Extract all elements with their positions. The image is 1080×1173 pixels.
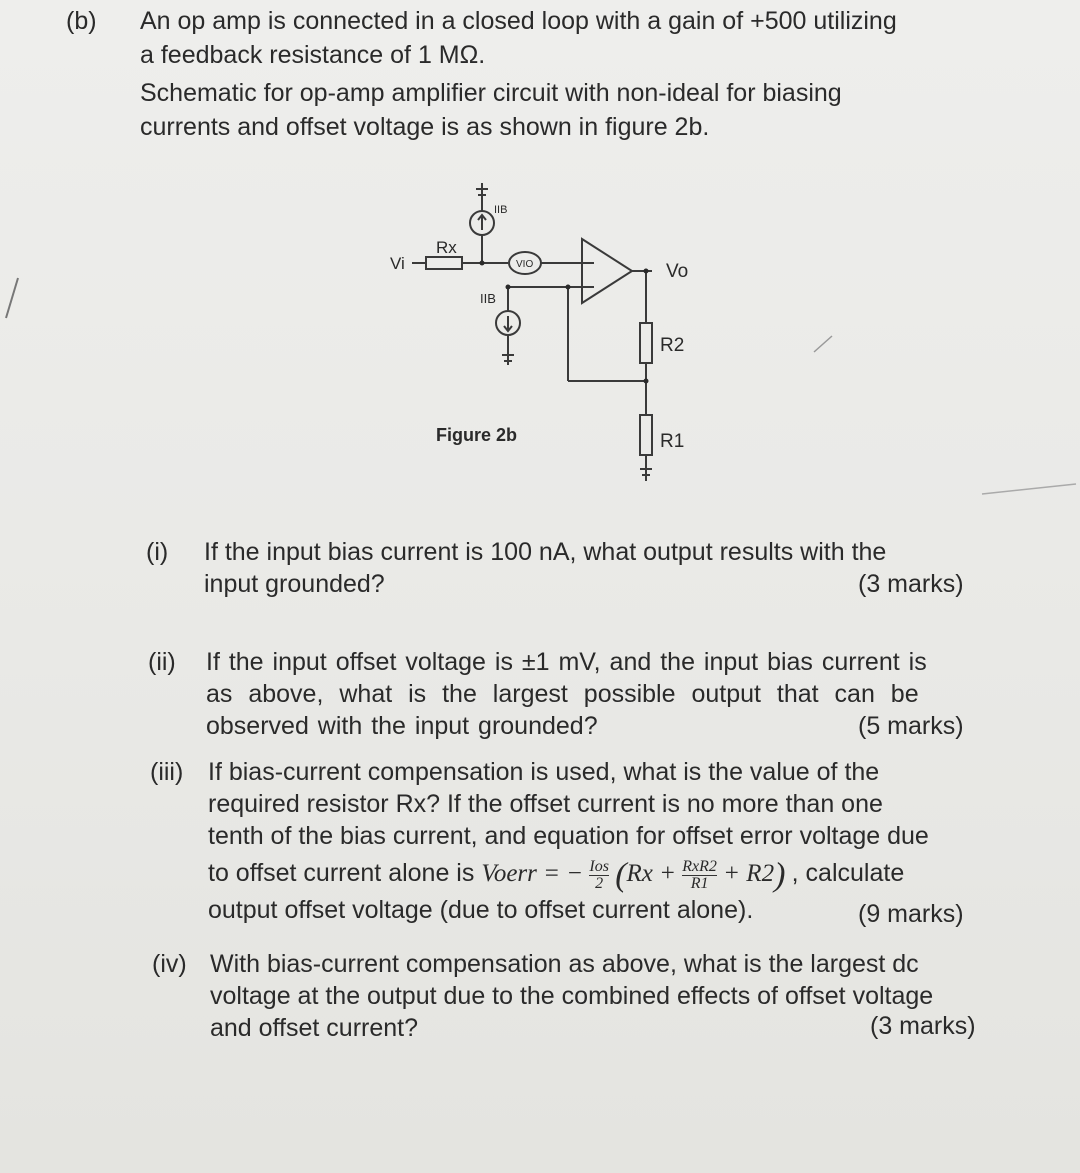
marks: (3 marks) [870, 1012, 976, 1040]
vo-label: Vo [666, 261, 689, 282]
iib-top-label: IIB [494, 204, 508, 216]
frac-num: Ios [589, 857, 609, 875]
eq-r2: + R2 [723, 860, 775, 887]
marks: (3 marks) [858, 570, 964, 598]
line: observed with the input grounded? [206, 712, 598, 740]
eq-rx: Rx [626, 860, 653, 887]
eq-fraction-ios [589, 859, 609, 892]
op-amp [582, 239, 632, 303]
iib-bottom-label: IIB [480, 291, 496, 306]
question-number: (iv) [152, 950, 187, 978]
line: If bias-current compensation is used, what is the value of the [208, 758, 880, 786]
line: voltage at the output due to the combined effects of offset voltage [210, 982, 934, 1010]
question-number: (iii) [150, 758, 184, 786]
line: With bias-current compensation as above, what is the largest dc [210, 950, 919, 978]
circuit-figure [380, 175, 710, 505]
r2-resistor [640, 323, 652, 363]
question-ii [148, 646, 988, 746]
vio-label: VIO [516, 259, 534, 270]
close-paren: ) [774, 856, 786, 894]
frac-den: 2 [589, 875, 609, 892]
pen-mark [810, 330, 840, 360]
pen-mark [0, 270, 30, 330]
intro-line-1: An op amp is connected in a closed loop with a gain of +500 utilizing [140, 7, 897, 35]
part-label: (b) [66, 7, 97, 35]
equation [481, 856, 791, 894]
line: If the input bias current is 100 nA, what output results with the [204, 538, 887, 566]
line: output offset voltage (due to offset current alone). [208, 896, 754, 924]
intro-line-4: currents and offset voltage is as shown in figure 2b. [140, 113, 710, 141]
eq-lhs: Voerr [481, 860, 537, 887]
eq-equals: = − [543, 860, 584, 887]
frac-num: RxR2 [682, 857, 717, 875]
question-text [208, 756, 929, 926]
question-iv [152, 948, 992, 1048]
rx-resistor [426, 257, 462, 269]
question-text [204, 536, 886, 600]
question-iii [150, 756, 990, 936]
eq-tail: , calculate [791, 859, 905, 887]
intro-line-3: Schematic for op-amp amplifier circuit with non-ideal for biasing [140, 79, 842, 107]
intro-line-2: a feedback resistance of 1 MΩ. [140, 41, 486, 69]
frac-den: R1 [682, 875, 717, 892]
line: input grounded? [204, 570, 385, 598]
marks: (9 marks) [858, 900, 964, 928]
question-intro [140, 4, 897, 72]
marks: (5 marks) [858, 712, 964, 740]
eq-fraction-rxr2 [682, 859, 717, 892]
rx-label: Rx [436, 238, 457, 257]
open-paren: ( [615, 856, 627, 894]
figure-caption: Figure 2b [436, 425, 518, 445]
eq-plus: + [659, 860, 677, 887]
question-i [146, 536, 986, 606]
line: required resistor Rx? If the offset current is no more than one [208, 790, 883, 818]
line: tenth of the bias current, and equation for offset error voltage due [208, 822, 929, 850]
schematic-description [140, 76, 842, 144]
r2-label: R2 [660, 335, 685, 356]
r1-label: R1 [660, 431, 685, 452]
r1-resistor [640, 415, 652, 455]
pen-mark [980, 478, 1080, 498]
question-number: (ii) [148, 648, 176, 676]
question-text [206, 646, 927, 742]
question-text [210, 948, 933, 1044]
vi-label: Vi [390, 254, 405, 273]
line: to offset current alone is [208, 859, 475, 887]
question-number: (i) [146, 538, 169, 566]
equation-line [208, 852, 929, 894]
line: If the input offset voltage is ±1 mV, and the input bias current is [206, 648, 927, 676]
line: as above, what is the largest possible output that can be [206, 680, 919, 708]
line: and offset current? [210, 1014, 419, 1042]
